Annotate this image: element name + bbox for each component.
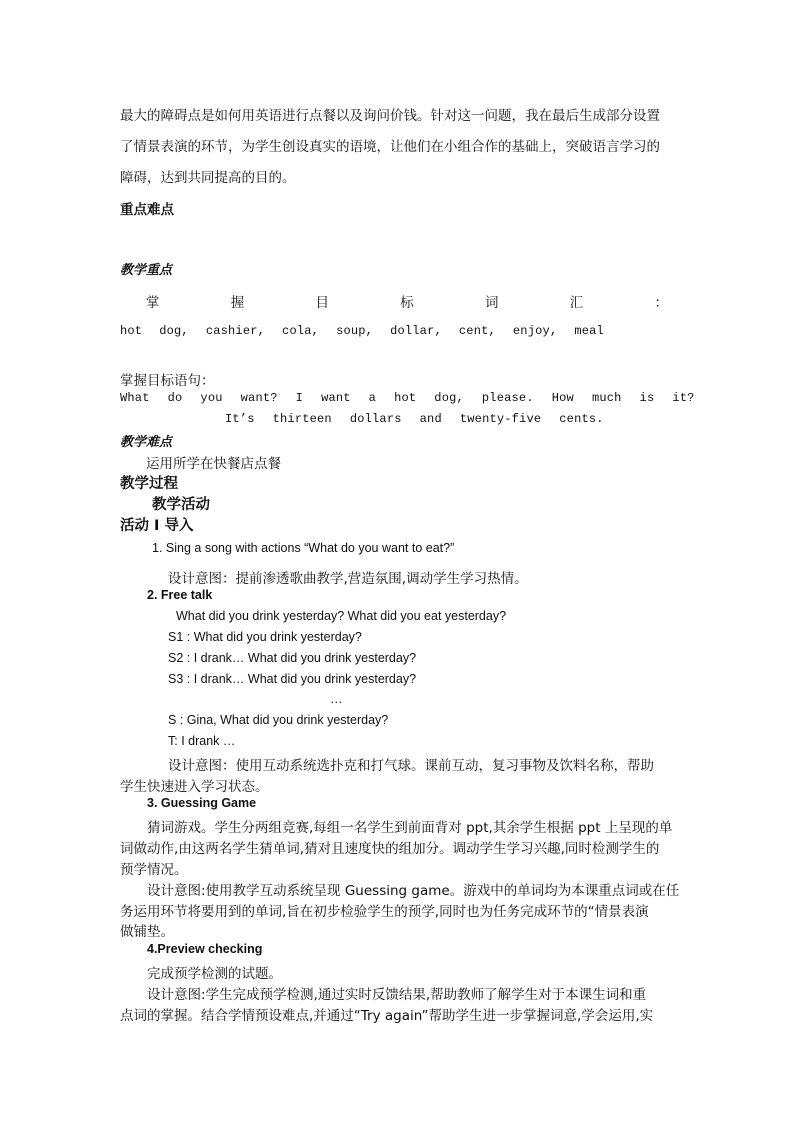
sentence-word: hot [394, 391, 417, 405]
teaching-difficulty-text: 运用所学在快餐店点餐 [146, 456, 281, 472]
sentence-word: is [639, 391, 655, 405]
dialog-s-gina: S : Gina, What did you drink yesterday? [168, 713, 389, 727]
dialog-s3: S3 : I drank… What did you drink yesterday? [168, 672, 417, 686]
vocab-label-spread [120, 291, 668, 311]
sentence-word: thirteen [272, 412, 332, 426]
vocab-char: ： [654, 295, 668, 311]
vocab-word: cent, [458, 324, 496, 338]
target-sentence-2 [225, 412, 604, 426]
item-3-text-line-2: 词做动作,由这两名学生猜单词,猜对且速度快的组加分。调动学生学习兴趣,同时检测学生的 [120, 841, 660, 857]
item-2-intent-line-2: 学生快速进入学习状态。 [120, 779, 269, 795]
vocab-word: soup, [336, 324, 374, 338]
item-2-questions: What did you drink yesterday? What did you eat yesterday? [176, 609, 507, 623]
sentence-word: want [321, 391, 351, 405]
sentence-word: do [167, 391, 183, 405]
sentence-word: dollars [349, 412, 402, 426]
sentence-word: a [368, 391, 377, 405]
activity-1-heading: 活动 I 导入 [120, 518, 194, 534]
target-sentences-label: 掌握目标语句： [120, 373, 215, 389]
activities-heading: 教学活动 [152, 497, 210, 513]
sentence-word: want? [240, 391, 278, 405]
vocab-char: 汇 [569, 295, 584, 311]
sentence-word: please. [481, 391, 534, 405]
item-4-intent-line-2: 点词的掌握。结合学情预设难点,并通过“Try again”帮助学生进一步掌握词意,学会运用,实 [120, 1008, 654, 1024]
sentence-word: I [295, 391, 304, 405]
item-1-intent: 设计意图：提前渗透歌曲教学,营造氛围,调动学生学习热情。 [168, 571, 528, 587]
item-2-title: 2. Free talk [147, 588, 213, 602]
sentence-word: It’s [225, 412, 255, 426]
vocab-char: 目 [315, 295, 329, 311]
intro-line-3: 障碍，达到共同提高的目的。 [120, 170, 296, 186]
vocab-char: 词 [485, 295, 499, 311]
vocab-word: cashier, [205, 324, 266, 338]
vocab-char: 标 [400, 295, 414, 311]
item-2-intent-line-1: 设计意图：使用互动系统选扑克和打气球。课前互动，复习事物及饮料名称，帮助 [168, 758, 654, 774]
key-points-heading: 重点难点 [120, 202, 174, 218]
vocab-word: cola, [282, 324, 320, 338]
vocab-char: 掌 [146, 295, 160, 311]
teaching-difficulty-heading: 教学难点 [120, 435, 173, 450]
dialog-teacher: T: I drank … [168, 734, 236, 748]
item-3-title: 3. Guessing Game [147, 796, 257, 810]
item-3-text-line-3: 预学情况。 [120, 862, 188, 878]
intro-line-2: 了情景表演的环节，为学生创设真实的语境，让他们在小组合作的基础上，突破语言学习的 [120, 139, 660, 155]
item-3-intent-line-3: 做铺垫。 [120, 924, 174, 940]
target-sentence-1 [120, 391, 695, 405]
vocab-word: hot [120, 324, 143, 338]
sentence-word: twenty-five [459, 412, 542, 426]
intro-line-1: 最大的障碍点是如何用英语进行点餐以及询问价钱。针对这一问题，我在最后生成部分设置 [120, 108, 660, 124]
sentence-word: you [200, 391, 223, 405]
sentence-word: cents. [559, 412, 604, 426]
item-4-intent-line-1: 设计意图:学生完成预学检测,通过实时反馈结果,帮助教师了解学生对于本课生词和重 [147, 987, 647, 1003]
item-3-intent-line-2: 务运用环节将要用到的单词,旨在初步检验学生的预学,同时也为任务完成环节的“情景表演 [120, 904, 649, 920]
sentence-word: and [419, 412, 442, 426]
process-heading: 教学过程 [120, 476, 178, 492]
teaching-focus-heading: 教学重点 [120, 263, 173, 278]
dialog-s2: S2 : I drank… What did you drink yesterday? [168, 651, 417, 665]
vocab-char: 握 [230, 295, 245, 311]
dialog-ellipsis: … [330, 692, 343, 706]
sentence-word: dog, [434, 391, 464, 405]
item-4-text: 完成预学检测的试题。 [147, 966, 282, 982]
sentence-word: What [120, 391, 150, 405]
vocab-word: enjoy, [512, 324, 558, 338]
sentence-word: much [591, 391, 622, 405]
item-3-intent-line-1: 设计意图:使用教学互动系统呈现 Guessing game。游戏中的单词均为本课重点词或在任 [147, 883, 680, 899]
item-1-title: 1. Sing a song with actions “What do you want to eat?” [152, 541, 455, 555]
vocab-word: meal [574, 324, 604, 338]
sentence-word: it? [672, 391, 695, 405]
dialog-s1: S1 : What did you drink yesterday? [168, 630, 362, 644]
vocab-word: dog, [159, 324, 189, 338]
sentence-word: How [551, 391, 574, 405]
vocab-word-list [120, 324, 604, 338]
vocab-word: dollar, [390, 324, 442, 338]
item-3-text-line-1: 猜词游戏。学生分两组竞赛,每组一名学生到前面背对 ppt,其余学生根据 ppt 上呈现的单 [147, 820, 673, 836]
item-4-title: 4.Preview checking [147, 942, 263, 956]
